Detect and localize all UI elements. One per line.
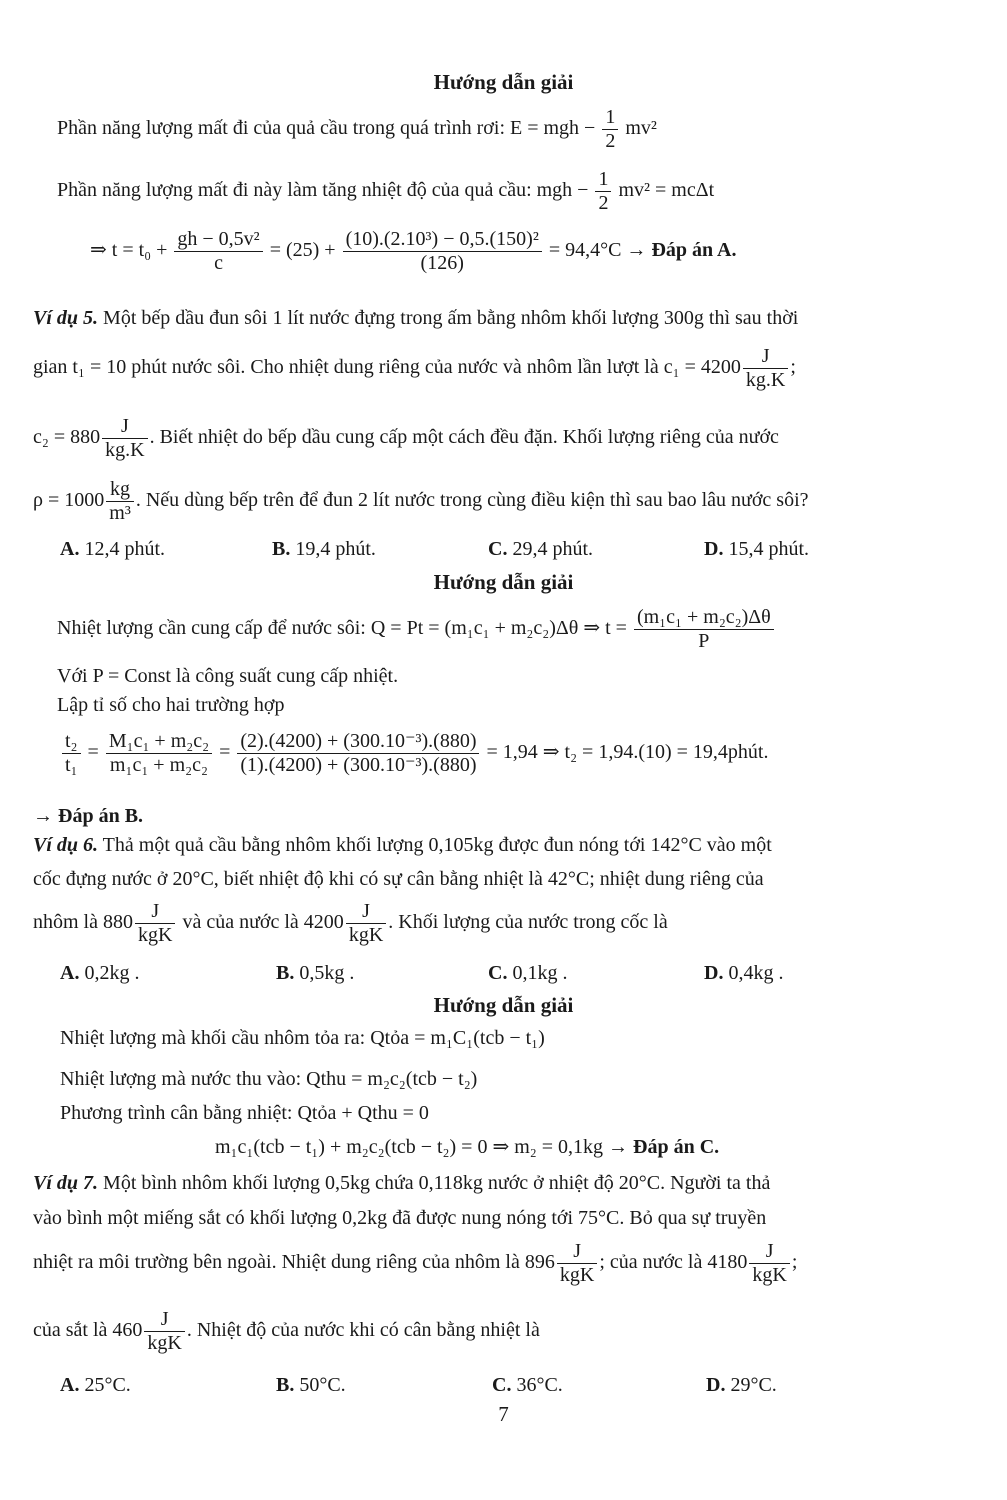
example-7-line-2: vào bình một miếng sắt có khối lượng 0,2kg đã được nung nóng tới 75°C. Bỏ qua sự truyền bbox=[33, 1207, 767, 1229]
example-6-line-3: nhôm là 880 $\frac{J}{\text{kgK}}$ và của nước là 4200 $\frac{J}{\text{kgK}}$ . Khối lượng của nước trong cốc là bbox=[33, 900, 668, 946]
half-fraction: $\frac{1}{2}$ bbox=[595, 168, 611, 215]
option-d: D. 29°C. bbox=[706, 1374, 777, 1396]
example-5-line-3: c₂ = 880 $\frac{J}{kg.K}$ . Biết nhiệt do bếp dầu cung cấp một cách đều đặn. Khối lượng riêng của nước bbox=[33, 415, 779, 461]
example-7-line-3: nhiệt ra môi trường bên ngoài. Nhiệt dung riêng của nhôm là 896 $\frac{J}{\text{kgK}}$ ; của nước là 4180 $\frac{J}{\text{kgK}}$ ; bbox=[33, 1240, 798, 1286]
example-5-solution-2: Với P = Const là công suất cung cấp nhiệt. bbox=[57, 665, 399, 687]
example-6-line-2: cốc đựng nước ở 20°C, biết nhiệt độ khi có sự cân bằng nhiệt là 42°C; nhiệt dung riêng của bbox=[33, 868, 764, 890]
ratio-equation: $\frac{\text{t₂}}{\text{t₁}}$ = $\frac{\text{M₁c₁ + m₂c₂}}{\text{m₁c₁ + m₂c₂}}$ = $\frac{\text{(2).(4200) + (300.10⁻³).(880)}}{\text{(1).(4200) + (300.10⁻³).(880)}}$ = 1,94 ⇒ t₂ = 1,94.(10) = 19,4phút. bbox=[60, 730, 769, 777]
option-b: B. 50°C. bbox=[276, 1374, 346, 1396]
option-a: A. 0,2kg . bbox=[60, 962, 140, 984]
example-7-line-4: của sắt là 460 $\frac{J}{\text{kgK}}$ . Nhiệt độ của nước khi có cân bằng nhiệt là bbox=[33, 1308, 540, 1354]
example-6-solution-1: Nhiệt lượng mà khối cầu nhôm tỏa ra: Qtỏa = m₁C₁(tcb − t₁) bbox=[60, 1027, 545, 1049]
example-5-line-2: gian t₁ = 10 phút nước sôi. Cho nhiệt dung riêng của nước và nhôm lần lượt là c₁ = 4200 $\frac{J}{kg.K}$ ; bbox=[33, 345, 796, 391]
example-7-line-1: Ví dụ 7. Một bình nhôm khối lượng 0,5kg chứa 0,118kg nước ở nhiệt độ 20°C. Người ta thả bbox=[33, 1172, 771, 1194]
example-5-solution-3: Lập tỉ số cho hai trường hợp bbox=[57, 694, 285, 716]
temperature-equation: ⇒ t = t₀ + $\frac{\text{gh − 0,5v²}}{c}$ = (25) + $\frac{\text{(10).(2.10³) − 0,5.(150)²}}{(126)}$ = 94,4°C → Đáp án A. bbox=[90, 228, 737, 274]
answer-label: Đáp án A. bbox=[651, 239, 737, 262]
option-c: C. 0,1kg . bbox=[488, 962, 568, 984]
energy-heat-line: Phần năng lượng mất đi này làm tăng nhiệt độ của quả cầu: mgh − $\frac{1}{2}$ mv² = mcΔt bbox=[57, 168, 715, 214]
half-fraction: $\frac{1}{2}$ bbox=[602, 106, 618, 153]
energy-loss-line: Phần năng lượng mất đi của quả cầu trong quá trình rơi: E = mgh − $\frac{1}{2}$ mv² bbox=[57, 106, 657, 152]
option-b: B. 0,5kg . bbox=[276, 962, 355, 984]
example-6-solution-4: m₁c₁(tcb − t₁) + m₂c₂(tcb − t₂) = 0 ⇒ m₂ = 0,1kg → Đáp án C. bbox=[215, 1136, 720, 1158]
option-d: D. 15,4 phút. bbox=[704, 538, 810, 560]
example-6-solution-2: Nhiệt lượng mà nước thu vào: Qthu = m₂c₂(tcb − t₂) bbox=[60, 1068, 478, 1090]
option-a: A. 25°C. bbox=[60, 1374, 131, 1396]
solution-heading-5: Hướng dẫn giải bbox=[433, 570, 574, 594]
example-6-solution-3: Phương trình cân bằng nhiệt: Qtỏa + Qthu = 0 bbox=[60, 1102, 429, 1124]
option-c: C. 36°C. bbox=[492, 1374, 563, 1396]
option-a: A. 12,4 phút. bbox=[60, 538, 166, 560]
option-b: B. 19,4 phút. bbox=[272, 538, 376, 560]
example-5-line-4: ρ = 1000 $\frac{kg}{\text{m³}}$ . Nếu dùng bếp trên để đun 2 lít nước trong cùng điều kiện thì sau bao lâu nước sôi? bbox=[33, 478, 809, 524]
option-c: C. 29,4 phút. bbox=[488, 538, 594, 560]
option-d: D. 0,4kg . bbox=[704, 962, 784, 984]
example-5-line-1: Ví dụ 5. Một bếp dầu đun sôi 1 lít nước đựng trong ấm bằng nhôm khối lượng 300g thì sau thời bbox=[33, 307, 799, 329]
solution-heading-1: Hướng dẫn giải bbox=[433, 70, 574, 94]
answer-label: Đáp án C. bbox=[633, 1136, 720, 1158]
solution-heading-6: Hướng dẫn giải bbox=[433, 993, 574, 1017]
example-5-solution-1: Nhiệt lượng cần cung cấp để nước sôi: Q = Pt = (m₁c₁ + m₂c₂)Δθ ⇒ t = $\frac{\text{(m₁c₁ + m₂c₂)Δθ}}{P}$ bbox=[57, 606, 776, 653]
answer-label: → Đáp án B. bbox=[33, 805, 144, 827]
page-number: 7 bbox=[498, 1402, 509, 1426]
example-6-line-1: Ví dụ 6. Thả một quả cầu bằng nhôm khối lượng 0,105kg được đun nóng tới 142°C vào một bbox=[33, 834, 772, 856]
